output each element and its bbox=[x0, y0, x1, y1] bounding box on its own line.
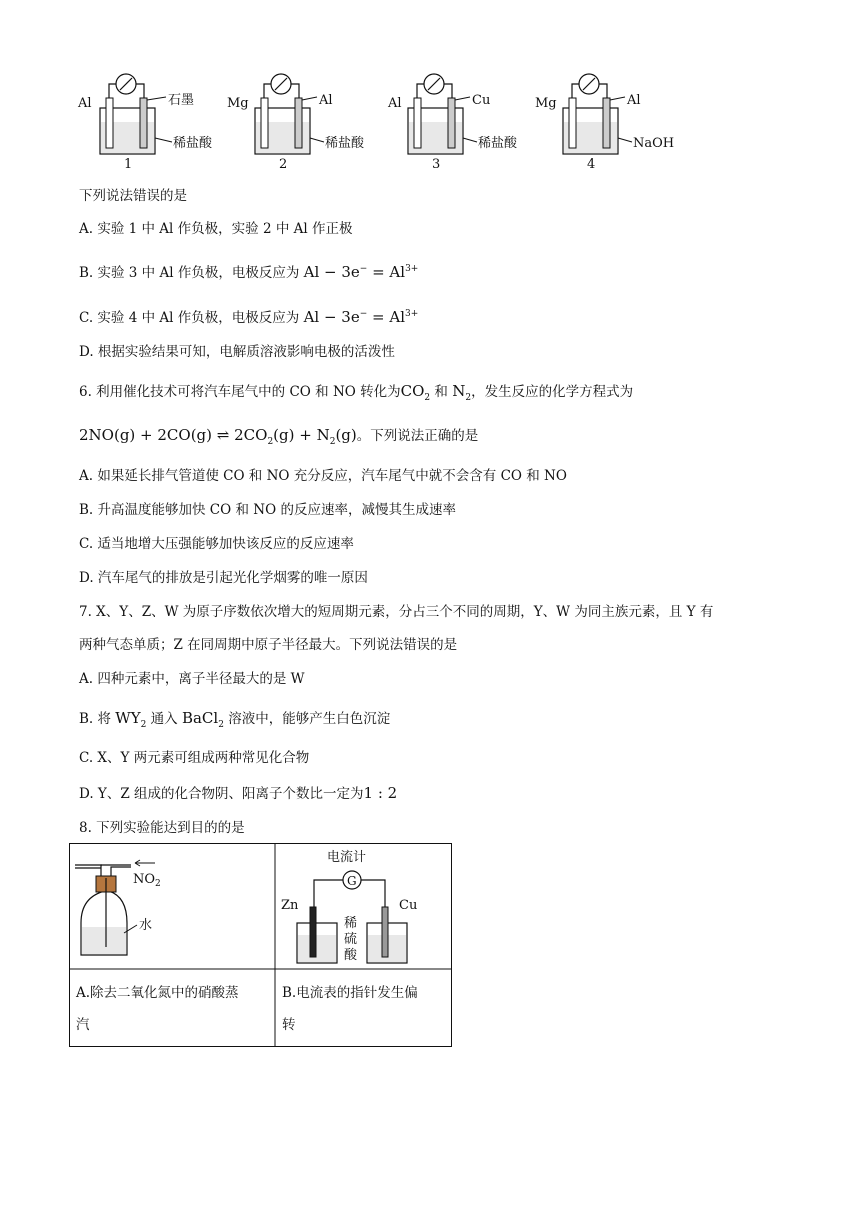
q5-option-c-equation: $Al - 3e^- = Al^{3+}$ bbox=[303, 308, 419, 326]
cell-1-left: Al bbox=[78, 96, 92, 111]
q7-option-d: D. Y、Z 组成的化合物阴、阳离子个数比一定为1 : 2 bbox=[79, 784, 398, 802]
cell-3-number: 3 bbox=[432, 157, 441, 172]
cell-2 bbox=[227, 74, 365, 172]
q6-option-c: C. 适当地增大压强能够加快该反应的反应速率 bbox=[79, 536, 354, 552]
q6-option-b: B. 升高温度能够加快 CO 和 NO 的反应速率，减慢其生成速率 bbox=[79, 502, 456, 518]
cell-2-left: Mg bbox=[227, 96, 249, 111]
q7-option-a: A. 四种元素中，离子半径最大的是 W bbox=[79, 671, 305, 687]
cell-3-right: Cu bbox=[472, 93, 491, 108]
cell-3 bbox=[387, 74, 518, 172]
q6-equation-line: 2NO(g) + 2CO(g) ⇌ $2CO_2(g) + N_2(g)$。下列说法正确的是 bbox=[79, 426, 479, 447]
q6-stem: 6. 利用催化技术可将汽车尾气中的 CO 和 NO 转化为$CO_2$ 和 $N_2$，发生反应的化学方程式为 bbox=[79, 382, 634, 403]
fig-b-meter-label: 电流计 bbox=[327, 850, 367, 865]
cell-4-left: Mg bbox=[535, 96, 557, 111]
q7-stem-line2: 两种气态单质；Z 在同周期中原子半径最大。下列说法错误的是 bbox=[79, 637, 458, 653]
q5-option-c-text: C. 实验 4 中 Al 作负极，电极反应为 bbox=[79, 310, 300, 326]
galvanic-cells-figure bbox=[0, 0, 860, 185]
q6-option-a: A. 如果延长排气管道使 CO 和 NO 充分反应，汽车尾气中就不会含有 CO 和 NO bbox=[79, 468, 567, 484]
q5-option-c bbox=[79, 304, 418, 328]
cell-3-solution: 稀盐酸 bbox=[478, 136, 518, 151]
cell-4 bbox=[535, 74, 674, 172]
split-cell-apparatus bbox=[281, 849, 417, 963]
cell-1-number: 1 bbox=[124, 157, 133, 172]
cell-1 bbox=[77, 74, 213, 172]
cell-2-solution: 稀盐酸 bbox=[325, 136, 365, 151]
cell-1-solution: 稀盐酸 bbox=[173, 136, 213, 151]
fig-a-water-label: 水 bbox=[139, 918, 153, 933]
fig-b-acid-1: 稀 bbox=[344, 916, 358, 931]
q6-equation: 2NO(g) + 2CO(g) ⇌ $2CO_2(g) + N_2(g)$ bbox=[79, 426, 357, 447]
cell-4-right: Al bbox=[627, 93, 641, 108]
q5-option-b-text: B. 实验 3 中 Al 作负极，电极反应为 bbox=[79, 265, 300, 281]
q8-caption-a-line1: A.除去二氧化氮中的硝酸蒸 bbox=[76, 985, 239, 1001]
q5-option-b bbox=[79, 259, 418, 283]
q8-table-grid bbox=[69, 843, 452, 1047]
q7-stem-line1: 7. X、Y、Z、W 为原子序数依次增大的短周期元素，分占三个不同的周期，Y、W 为同主族元素，且 Y 有 bbox=[79, 604, 714, 620]
q5-option-b-equation: $Al - 3e^- = Al^{3+}$ bbox=[303, 263, 419, 281]
cell-3-left: Al bbox=[388, 96, 402, 111]
fig-b-acid-2: 硫 bbox=[344, 932, 358, 947]
fig-b-g-label: G bbox=[347, 874, 357, 888]
q8-caption-a-line2: 汽 bbox=[76, 1017, 90, 1033]
cell-4-solution: NaOH bbox=[633, 136, 675, 151]
fig-b-acid-3: 酸 bbox=[344, 948, 358, 963]
cell-2-right: Al bbox=[319, 93, 333, 108]
gas-washing-bottle bbox=[75, 860, 161, 955]
q6-option-d: D. 汽车尾气的排放是引起光化学烟雾的唯一原因 bbox=[79, 570, 368, 586]
q5-stem: 下列说法错误的是 bbox=[79, 188, 187, 204]
q8-stem: 8. 下列实验能达到目的的是 bbox=[79, 820, 245, 836]
fig-b-cu-label: Cu bbox=[399, 898, 418, 913]
fig-b-zn-label: Zn bbox=[281, 898, 299, 913]
fig-a-gas-label: $NO_2$ bbox=[133, 872, 161, 889]
cell-2-number: 2 bbox=[279, 157, 288, 172]
q8-caption-b-line2: 转 bbox=[282, 1017, 296, 1033]
q8-caption-b-line1: B.电流表的指针发生偏 bbox=[282, 985, 418, 1001]
q8-table bbox=[69, 843, 452, 1047]
cell-4-number: 4 bbox=[587, 157, 596, 172]
q5-option-d: D. 根据实验结果可知，电解质溶液影响电极的活泼性 bbox=[79, 344, 395, 360]
cell-1-right: 石墨 bbox=[168, 93, 195, 108]
q7-option-c: C. X、Y 两元素可组成两种常见化合物 bbox=[79, 750, 310, 766]
q7-option-b: B. 将 $WY_2$ 通入 BaCl$_2$ 溶液中，能够产生白色沉淀 bbox=[79, 709, 391, 730]
q5-option-a: A. 实验 1 中 Al 作负极，实验 2 中 Al 作正极 bbox=[79, 221, 353, 237]
